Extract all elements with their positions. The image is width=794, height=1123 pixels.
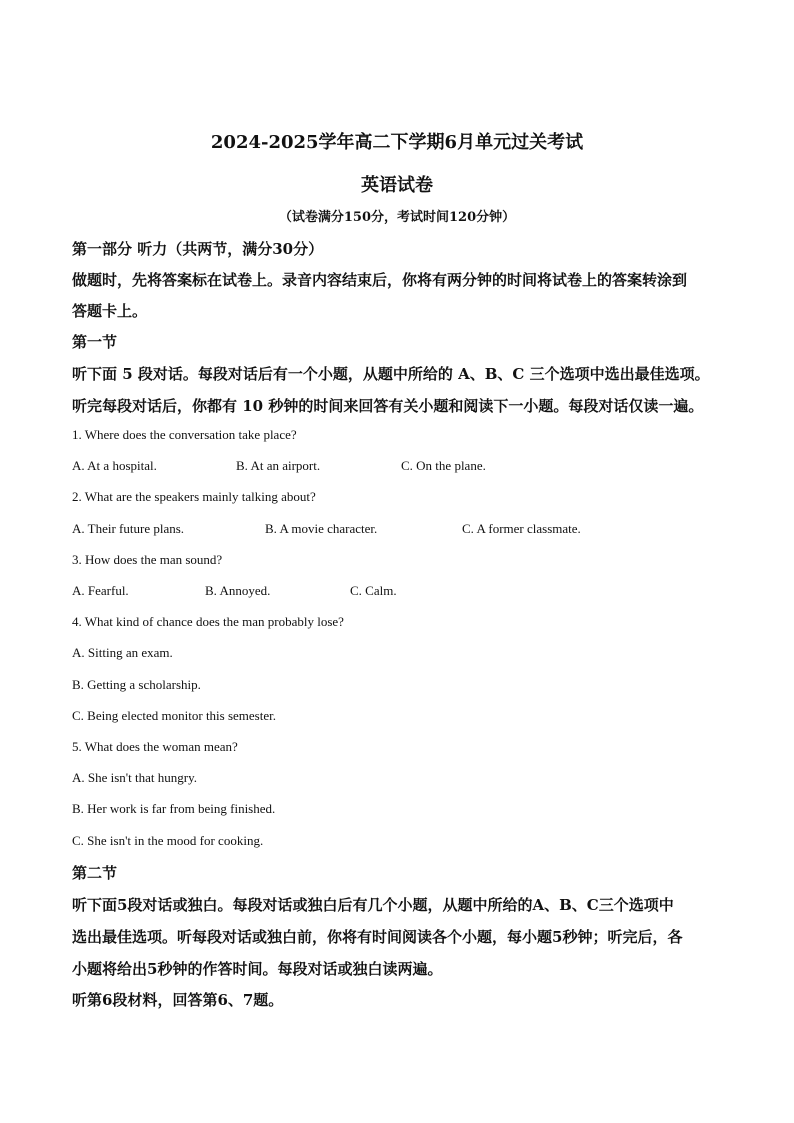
option-a: A. At a hospital. <box>72 458 157 473</box>
section2-instruction-line3: 小题将给出5秒钟的作答时间。每段对话或独白读两遍。 <box>72 960 443 978</box>
option-b: B. Annoyed. <box>205 583 271 598</box>
section2-material: 听第6段材料，回答第6、7题。 <box>72 991 284 1009</box>
section2-heading: 第二节 <box>72 864 118 882</box>
option-row <box>72 458 722 474</box>
option-b: B. Her work is far from being finished. <box>72 801 276 816</box>
section1-instruction-line1: 听下面 5 段对话。每段对话后有一个小题，从题中所给的 A、B、C 三个选项中选出最佳选项。 <box>72 365 710 383</box>
part1-intro-line1: 做题时，先将答案标在试卷上。录音内容结束后，你将有两分钟的时间将试卷上的答案转涂到 <box>72 271 688 289</box>
option-c: C. Being elected monitor this semester. <box>72 708 276 723</box>
option-c: C. Calm. <box>350 583 397 598</box>
part1-heading: 第一部分 听力（共两节，满分30分） <box>72 240 324 258</box>
part1-intro-line2: 答题卡上。 <box>72 302 148 320</box>
exam-subtitle: 英语试卷 <box>361 175 433 196</box>
option-a: A. Fearful. <box>72 583 129 598</box>
option-row <box>72 583 722 599</box>
option-row <box>72 521 722 537</box>
section1-heading: 第一节 <box>72 333 118 351</box>
option-c: C. On the plane. <box>401 458 486 473</box>
option-a: A. Their future plans. <box>72 521 185 536</box>
section2-instruction-line1: 听下面5段对话或独白。每段对话或独白后有几个小题，从题中所给的A、B、C三个选项中 <box>72 896 674 914</box>
exam-note: （试卷满分150分，考试时间120分钟） <box>278 210 516 225</box>
question-stem: 1. Where does the conversation take place? <box>72 427 297 442</box>
question-stem: 3. How does the man sound? <box>72 552 223 567</box>
question-stem: 4. What kind of chance does the man probably lose? <box>72 614 344 629</box>
option-b: B. A movie character. <box>265 521 378 536</box>
exam-title: 2024-2025学年高二下学期6月单元过关考试 <box>210 132 584 153</box>
question-stem: 5. What does the woman mean? <box>72 739 238 754</box>
option-c: C. A former classmate. <box>462 521 581 536</box>
option-b: B. Getting a scholarship. <box>72 677 201 692</box>
option-a: A. She isn't that hungry. <box>72 770 197 785</box>
option-b: B. At an airport. <box>236 458 321 473</box>
option-c: C. She isn't in the mood for cooking. <box>72 833 264 848</box>
section1-instruction-line2: 听完每段对话后，你都有 10 秒钟的时间来回答有关小题和阅读下一小题。每段对话仅读一遍。 <box>72 397 704 415</box>
option-a: A. Sitting an exam. <box>72 645 173 660</box>
question-stem: 2. What are the speakers mainly talking about? <box>72 489 316 504</box>
section2-instruction-line2: 选出最佳选项。听每段对话或独白前，你将有时间阅读各个小题，每小题5秒钟；听完后，各 <box>72 928 683 946</box>
